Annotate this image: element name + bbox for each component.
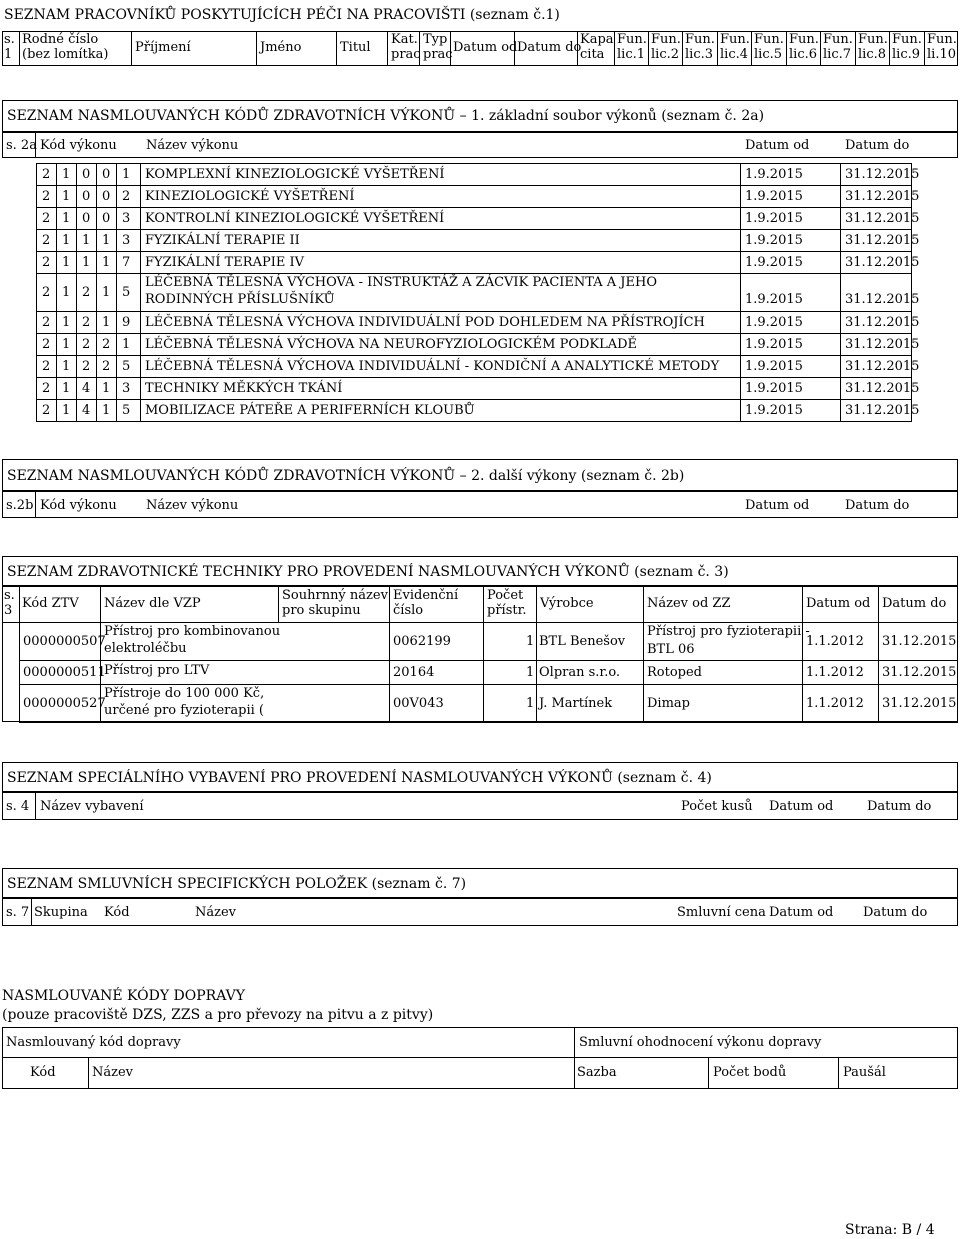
s3-row-from: 1.1.2012: [806, 665, 864, 680]
s2a-row-name: KOMPLEXNÍ KINEZIOLOGICKÉ VYŠETŘENÍ: [145, 167, 445, 182]
s7-h-from: Datum od: [769, 905, 834, 920]
s3-row-pocet: 1: [526, 634, 535, 649]
s4-title: SEZNAM SPECIÁLNÍHO VYBAVENÍ PRO PROVEDENÍ NASMLOUVANÝCH VÝKONŮ (seznam č. 4): [7, 770, 712, 786]
s2a-code-digit: 2: [122, 189, 131, 204]
s1-header-cell: 1: [4, 47, 13, 62]
s2a-code-digit: 0: [102, 211, 111, 226]
s1-header-lic: lic.3: [685, 47, 713, 62]
s4-h-from: Datum od: [769, 799, 834, 814]
s1-header-lic: lic.2: [651, 47, 679, 62]
s1-header-lic: lic.5: [754, 47, 782, 62]
s2a-code-digit: 1: [62, 167, 71, 182]
s2a-code-digit: 2: [82, 315, 91, 330]
s2a-row-from: 1.9.2015: [745, 189, 803, 204]
transport-col-name: Název: [92, 1065, 134, 1080]
s7-title: SEZNAM SMLUVNÍCH SPECIFICKÝCH POLOŽEK (seznam č. 7): [7, 876, 467, 892]
s4-h-to: Datum do: [867, 799, 932, 814]
s2a-code-digit: 1: [62, 337, 71, 352]
s3-row-evid: 00V043: [393, 696, 444, 711]
s2a-row-from: 1.9.2015: [745, 359, 803, 374]
s2a-row-from: 1.9.2015: [745, 211, 803, 226]
s4-h-num: s. 4: [6, 799, 30, 814]
s2a-row-name: TECHNIKY MĚKKÝCH TKÁNÍ: [145, 381, 343, 396]
s3-row-ztv: 0000000507: [23, 634, 106, 649]
s3-row-ztv: 0000000511: [23, 665, 106, 680]
s1-header-lic: lic.9: [892, 47, 920, 62]
s1-header-lic: li.10: [927, 47, 956, 62]
s3-h-evid2: číslo: [393, 603, 424, 618]
s2a-code-digit: 1: [62, 381, 71, 396]
s2a-row-name: FYZIKÁLNÍ TERAPIE IV: [145, 255, 304, 270]
s2a-code-digit: 2: [102, 337, 111, 352]
s7-header-row: [2, 898, 958, 926]
transport-col-points: Počet bodů: [713, 1065, 787, 1080]
s4-h-name: Název vybavení: [40, 799, 144, 814]
s3-row-to: 31.12.2015: [882, 696, 957, 711]
s3-row-vzp: Přístroj pro kombinovanou: [104, 624, 281, 639]
s2b-header-row: [2, 491, 958, 518]
s3-title-box: [2, 556, 958, 586]
s3-h-ztv: Kód ZTV: [22, 596, 79, 611]
s3-row-evid: 20164: [393, 665, 435, 680]
s2a-row-to: 31.12.2015: [845, 337, 920, 352]
s2a-code-digit: 5: [122, 285, 131, 300]
s2a-row-from: 1.9.2015: [745, 337, 803, 352]
s2a-code-digit: 5: [122, 359, 131, 374]
s7-h-to: Datum do: [863, 905, 928, 920]
s2a-code-digit: 1: [62, 315, 71, 330]
s4-header-row: [2, 792, 958, 820]
s1-header-cell: prac: [391, 47, 421, 62]
s2a-header-row: [2, 132, 958, 158]
s7-h-name: Název: [195, 905, 237, 920]
s2a-row-from: 1.9.2015: [745, 167, 803, 182]
s2a-code-digit: 9: [122, 315, 131, 330]
s1-header-fun: Fun.: [754, 32, 784, 47]
s2a-code-digit: 2: [42, 211, 51, 226]
s2a-row-name: FYZIKÁLNÍ TERAPIE II: [145, 233, 300, 248]
s3-row-vyrobce: J. Martínek: [539, 696, 613, 711]
s2a-code-digit: 2: [42, 381, 51, 396]
s2a-code-digit: 1: [62, 233, 71, 248]
s3-row-to: 31.12.2015: [882, 634, 957, 649]
s2b-h-from: Datum od: [745, 498, 810, 513]
s1-header-fun: Fun.: [651, 32, 681, 47]
s2a-row-to: 31.12.2015: [845, 315, 920, 330]
s1-header-fun: Fun.: [927, 32, 957, 47]
s2a-code-digit: 1: [62, 359, 71, 374]
s3-row-zz: Přístroj pro fyzioterapii -: [647, 624, 810, 639]
transport-subtitle: (pouze pracoviště DZS, ZZS a pro převozy na pitvu a z pitvy): [2, 1007, 434, 1023]
s1-header-cell: s.: [4, 32, 15, 47]
s3-h-num2: 3: [4, 603, 13, 618]
s3-row-vyrobce: Olpran s.r.o.: [539, 665, 621, 680]
s2a-row-name: LÉČEBNÁ TĚLESNÁ VÝCHOVA - INSTRUKTÁŽ A ZÁCVIK PACIENTA A JEHO: [145, 275, 657, 290]
s1-header-lic: lic.8: [858, 47, 886, 62]
s3-h-souhrn1: Souhrnný název: [282, 588, 388, 603]
s2b-title-box: [2, 459, 958, 491]
s2a-code-digit: 1: [102, 403, 111, 418]
s3-row-vzp: Přístroj pro LTV: [104, 663, 210, 678]
s1-header-cell: Příjmení: [135, 40, 191, 55]
s2a-row-from: 1.9.2015: [745, 255, 803, 270]
s1-header-fun: Fun.: [823, 32, 853, 47]
s1-header-fun: Fun.: [720, 32, 750, 47]
s3-h-pocet2: přístr.: [487, 603, 527, 618]
s2a-code-digit: 2: [82, 337, 91, 352]
s7-title-box: [2, 868, 958, 898]
s2a-row-name: LÉČEBNÁ TĚLESNÁ VÝCHOVA INDIVIDUÁLNÍ POD DOHLEDEM NA PŘÍSTROJÍCH: [145, 315, 705, 330]
s2a-h-code: Kód výkonu: [40, 138, 117, 153]
transport-col-rate: Sazba: [577, 1065, 617, 1080]
s3-row-to: 31.12.2015: [882, 665, 957, 680]
s3-row-vzp2: elektroléčbu: [104, 641, 187, 656]
s2a-row-name: MOBILIZACE PÁTEŘE A PERIFERNÍCH KLOUBŮ: [145, 403, 475, 418]
s2b-title: SEZNAM NASMLOUVANÝCH KÓDŮ ZDRAVOTNÍCH VÝKONŮ – 2. další výkony (seznam č. 2b): [7, 468, 685, 484]
s2a-code-digit: 1: [62, 211, 71, 226]
s2a-code-digit: 2: [42, 233, 51, 248]
s2a-code-digit: 1: [82, 255, 91, 270]
s2a-code-digit: 0: [102, 167, 111, 182]
s2a-code-digit: 0: [102, 189, 111, 204]
s3-row-evid: 0062199: [393, 634, 451, 649]
s2a-row-name2: RODINNÝCH PŘÍSLUŠNÍKŮ: [145, 292, 335, 307]
s2a-code-digit: 3: [122, 233, 131, 248]
s3-h-vyrobce: Výrobce: [540, 596, 594, 611]
s1-header-cell: Titul: [340, 40, 371, 55]
s2a-row-from: 1.9.2015: [745, 315, 803, 330]
s3-h-num1: s.: [4, 588, 15, 603]
s2a-title-box: [2, 100, 958, 132]
s2a-code-digit: 5: [122, 403, 131, 418]
s2a-code-digit: 2: [42, 337, 51, 352]
s2a-code-digit: 1: [122, 337, 131, 352]
transport-h2: Smluvní ohodnocení výkonu dopravy: [579, 1035, 822, 1050]
s3-h-to: Datum do: [882, 596, 947, 611]
s1-header-lic: lic.1: [617, 47, 645, 62]
s2a-code-digit: 1: [82, 233, 91, 248]
s1-header-cell: Kat.: [391, 32, 418, 47]
s2a-title: SEZNAM NASMLOUVANÝCH KÓDŮ ZDRAVOTNÍCH VÝKONŮ – 1. základní soubor výkonů (seznam č. 2a): [7, 108, 765, 124]
s2a-code-digit: 4: [82, 381, 91, 396]
s2a-row-name: KINEZIOLOGICKÉ VYŠETŘENÍ: [145, 189, 355, 204]
s7-h-price: Smluvní cena: [677, 905, 766, 920]
s2a-code-digit: 2: [42, 167, 51, 182]
s2a-row-to: 31.12.2015: [845, 403, 920, 418]
s2a-row-from: 1.9.2015: [745, 292, 803, 307]
s2a-code-digit: 2: [82, 359, 91, 374]
s1-header-lic: lic.4: [720, 47, 748, 62]
s1-header-cell: Rodné číslo: [22, 32, 99, 47]
s3-row-vzp: Přístroje do 100 000 Kč,: [104, 686, 265, 701]
s1-header-cell: Jméno: [260, 40, 302, 55]
s2a-row-to: 31.12.2015: [845, 211, 920, 226]
s1-header-cell: prac: [423, 47, 453, 62]
s7-h-num: s. 7: [6, 905, 30, 920]
s2a-row-from: 1.9.2015: [745, 381, 803, 396]
s3-row-pocet: 1: [526, 696, 535, 711]
s3-h-zz: Název od ZZ: [647, 596, 731, 611]
s3-h-vzp: Název dle VZP: [104, 596, 201, 611]
s2a-h-from: Datum od: [745, 138, 810, 153]
s3-row-ztv: 0000000527: [23, 696, 106, 711]
s3-row-vyrobce: BTL Benešov: [539, 634, 626, 649]
s2a-h-name: Název výkonu: [146, 138, 239, 153]
transport-h1: Nasmlouvaný kód dopravy: [6, 1035, 181, 1050]
s7-h-code: Kód: [104, 905, 130, 920]
s2a-code-digit: 1: [102, 233, 111, 248]
s2a-row-to: 31.12.2015: [845, 255, 920, 270]
transport-col-code: Kód: [30, 1065, 56, 1080]
s2a-code-digit: 1: [102, 381, 111, 396]
s2a-h-to: Datum do: [845, 138, 910, 153]
s2a-code-digit: 0: [82, 189, 91, 204]
s4-title-box: [2, 762, 958, 792]
s1-header-fun: Fun.: [789, 32, 819, 47]
s2a-row-to: 31.12.2015: [845, 359, 920, 374]
s2a-row-from: 1.9.2015: [745, 403, 803, 418]
s2a-row-to: 31.12.2015: [845, 233, 920, 248]
s3-row-vzp2: určené pro fyzioterapii (: [104, 703, 264, 718]
s1-header-cell: cita: [580, 47, 605, 62]
s2a-row-to: 31.12.2015: [845, 292, 920, 307]
s3-row-from: 1.1.2012: [806, 696, 864, 711]
s1-header-cell: Kapa: [580, 32, 614, 47]
s2a-code-digit: 1: [102, 315, 111, 330]
s2a-code-digit: 1: [62, 189, 71, 204]
transport-title: NASMLOUVANÉ KÓDY DOPRAVY: [2, 988, 245, 1004]
s2a-code-digit: 2: [42, 255, 51, 270]
s2a-code-digit: 7: [122, 255, 131, 270]
s3-h-pocet1: Počet: [487, 588, 524, 603]
s1-header-lic: lic.6: [789, 47, 817, 62]
s3-h-from: Datum od: [806, 596, 871, 611]
s2b-h-to: Datum do: [845, 498, 910, 513]
s2a-code-digit: 2: [42, 315, 51, 330]
s2a-code-digit: 3: [122, 381, 131, 396]
s2b-h-code: Kód výkonu: [40, 498, 117, 513]
s2a-h-num: s. 2a: [6, 138, 37, 153]
s2b-h-num: s.2b: [6, 498, 34, 513]
s2a-row-name: KONTROLNÍ KINEZIOLOGICKÉ VYŠETŘENÍ: [145, 211, 445, 226]
s2a-row-to: 31.12.2015: [845, 189, 920, 204]
transport-col-flat: Paušál: [843, 1065, 886, 1080]
s1-header-lic: lic.7: [823, 47, 851, 62]
s2a-code-digit: 2: [82, 285, 91, 300]
s2a-code-digit: 2: [42, 359, 51, 374]
s3-row-from: 1.1.2012: [806, 634, 864, 649]
s2a-code-digit: 2: [102, 359, 111, 374]
s2a-code-digit: 1: [62, 285, 71, 300]
s2a-code-digit: 2: [42, 403, 51, 418]
s2a-code-digit: 1: [62, 255, 71, 270]
s2a-row-to: 31.12.2015: [845, 381, 920, 396]
s2a-row-to: 31.12.2015: [845, 167, 920, 182]
s1-header-cell: Datum od: [453, 40, 518, 55]
s3-row-zz: Dimap: [647, 696, 690, 711]
s2a-row-from: 1.9.2015: [745, 233, 803, 248]
s1-header-fun: Fun.: [685, 32, 715, 47]
s2a-code-digit: 3: [122, 211, 131, 226]
s3-title: SEZNAM ZDRAVOTNICKÉ TECHNIKY PRO PROVEDENÍ NASMLOUVANÝCH VÝKONŮ (seznam č. 3): [7, 564, 729, 580]
s1-title: SEZNAM PRACOVNÍKŮ POSKYTUJÍCÍCH PÉČI NA PRACOVIŠTI (seznam č.1): [4, 7, 560, 23]
s3-row-zz2: BTL 06: [647, 642, 695, 657]
s1-header-fun: Fun.: [617, 32, 647, 47]
s2a-code-digit: 0: [82, 211, 91, 226]
s7-h-group: Skupina: [34, 905, 88, 920]
s2a-code-digit: 2: [42, 189, 51, 204]
s2a-code-digit: 4: [82, 403, 91, 418]
s2a-code-digit: 1: [122, 167, 131, 182]
s3-row-zz: Rotoped: [647, 665, 703, 680]
s2a-code-digit: 1: [62, 403, 71, 418]
s4-h-count: Počet kusů: [681, 799, 753, 814]
s2a-code-digit: 2: [42, 285, 51, 300]
s1-header-cell: Typ: [423, 32, 448, 47]
s3-h-evid1: Evidenční: [393, 588, 459, 603]
s2a-code-digit: 1: [102, 285, 111, 300]
s3-h-souhrn2: pro skupinu: [282, 603, 361, 618]
s2a-row-name: LÉČEBNÁ TĚLESNÁ VÝCHOVA NA NEUROFYZIOLOGICKÉM PODKLADĚ: [145, 337, 638, 352]
s1-header-cell: (bez lomítka): [22, 47, 109, 62]
s2a-row-name: LÉČEBNÁ TĚLESNÁ VÝCHOVA INDIVIDUÁLNÍ - KONDIČNÍ A ANALYTICKÉ METODY: [145, 359, 720, 374]
s1-header-fun: Fun.: [892, 32, 922, 47]
page-number: Strana: B / 4: [845, 1222, 935, 1238]
s1-header-fun: Fun.: [858, 32, 888, 47]
s2a-code-digit: 0: [82, 167, 91, 182]
s2a-code-digit: 1: [102, 255, 111, 270]
s3-row-pocet: 1: [526, 665, 535, 680]
s2b-h-name: Název výkonu: [146, 498, 239, 513]
s1-header-cell: Datum do: [517, 40, 582, 55]
